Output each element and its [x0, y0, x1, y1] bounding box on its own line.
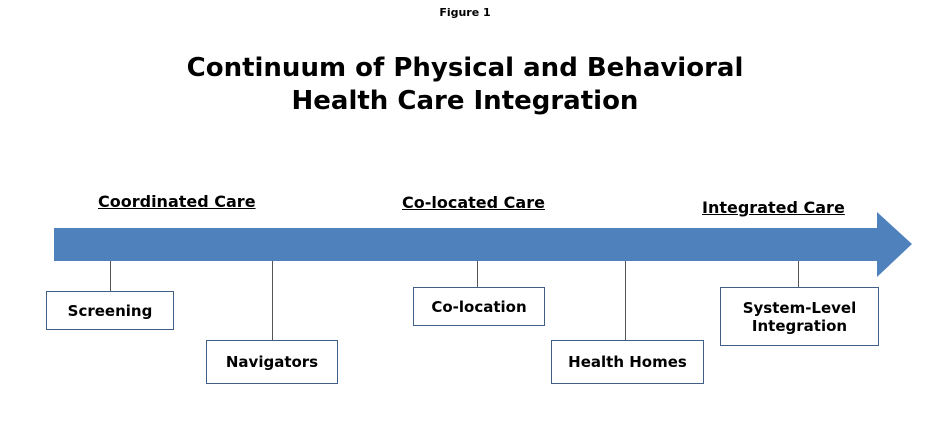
stage-label-integrated-care: Integrated Care: [702, 198, 845, 217]
box-health-homes: Health Homes: [551, 340, 704, 384]
connector-health-homes: [625, 261, 626, 340]
box-screening: Screening: [46, 291, 174, 330]
connector-navigators: [272, 261, 273, 340]
connector-co-location: [477, 261, 478, 287]
connector-screening: [110, 261, 111, 291]
stage-label-coordinated-care: Coordinated Care: [98, 192, 256, 211]
box-navigators: Navigators: [206, 340, 338, 384]
arrow-shape: [54, 212, 912, 277]
box-system-level-integration: System-Level Integration: [720, 287, 879, 346]
figure-label: Figure 1: [439, 6, 491, 19]
connector-system-level-integration: [798, 261, 799, 287]
stage-label-co-located-care: Co-located Care: [402, 193, 545, 212]
box-co-location: Co-location: [413, 287, 545, 326]
title-line-2: Health Care Integration: [291, 86, 639, 116]
title-line-1: Continuum of Physical and Behavioral: [186, 53, 744, 83]
